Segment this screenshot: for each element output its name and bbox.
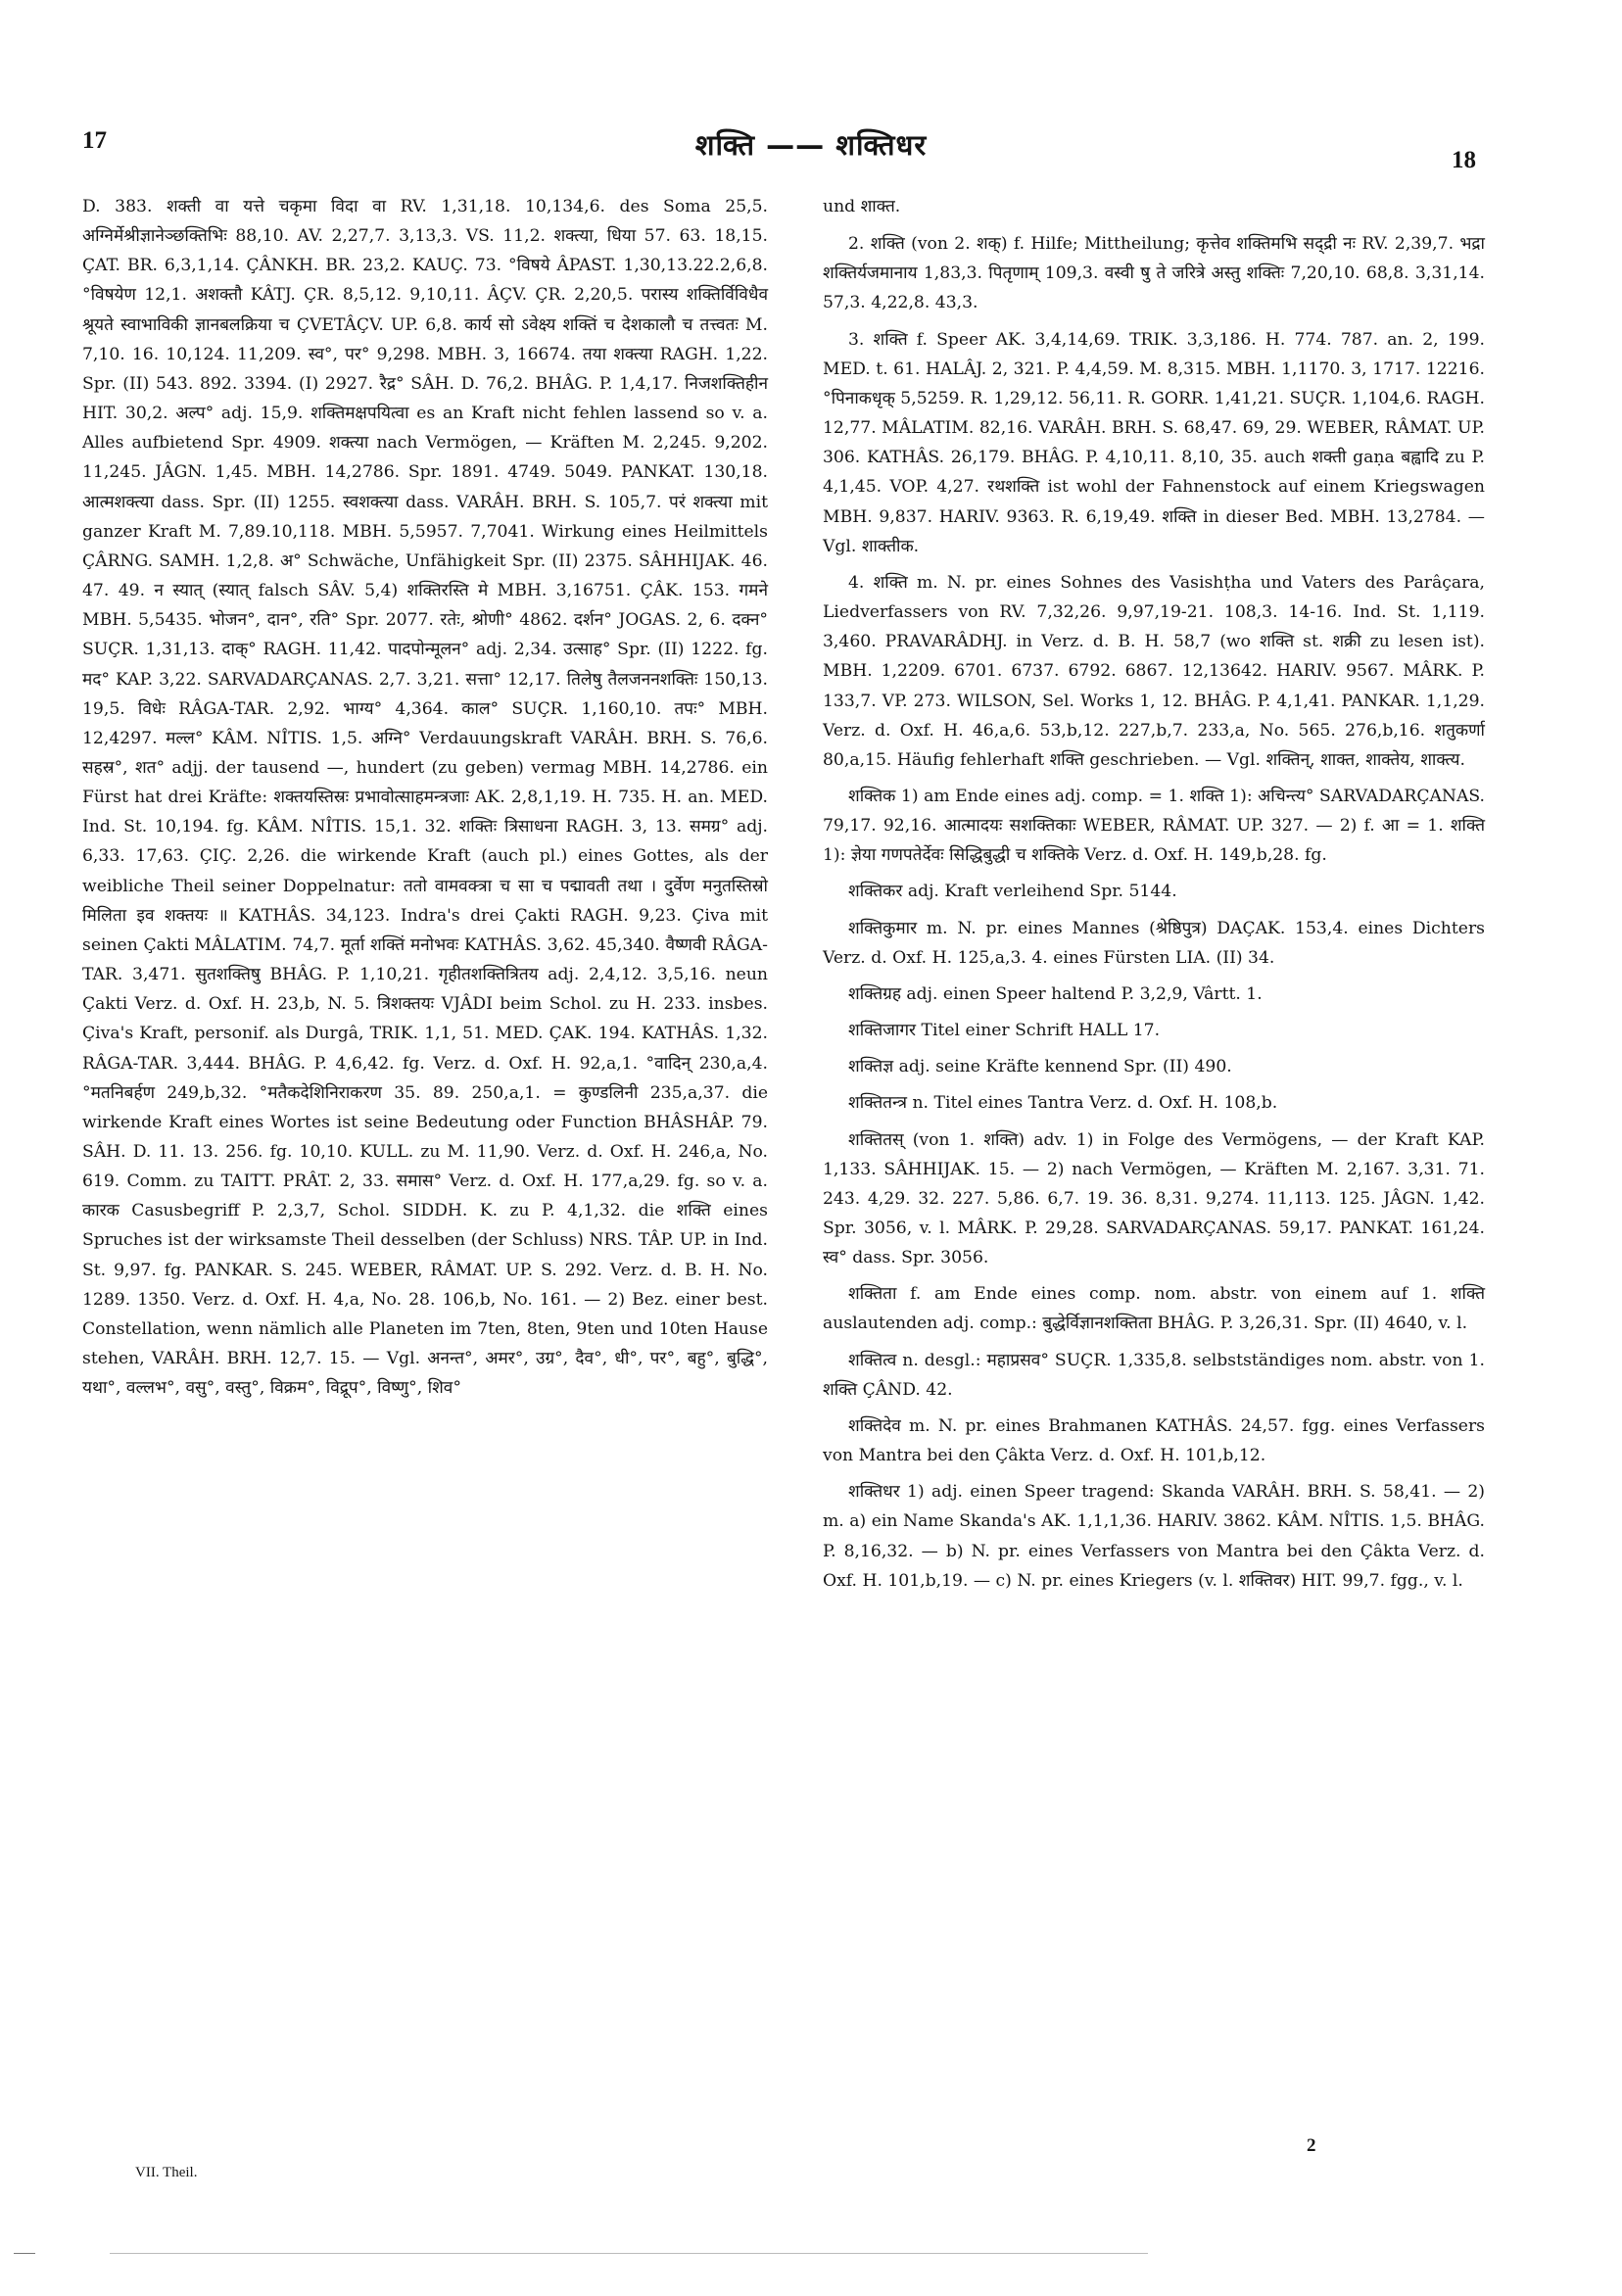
entry-sense-2: 2. शक्ति (von 2. शक्) f. Hilfe; Mittheilung; कृत्तेव शक्तिमभि सद्द्री नः RV. 2,39,7. भद्रा शक्तिर्यजमानाय 1,83,3. पितृणाम् 109,3. वस्वी षु ते जरित्रे अस्तु शक्तिः 7,20,10. 68,8. 3,31,14. 57,3. 4,22,8. 43,3. (823, 234, 1485, 313)
page-number-right: 18 (1452, 147, 1476, 173)
entry-shaktikumara: शक्तिकुमार m. N. pr. eines Mannes (श्रेष्ठिपुत्र) DAÇAK. 153,4. eines Dichters Verz. d. Oxf. H. 125,a,3. 4. eines Fürsten LIA. (II) 34. (823, 918, 1485, 968)
entry-shaktitantra: शक्तितन्त्र n. Titel eines Tantra Verz. d. Oxf. H. 108,b. (848, 1093, 1278, 1114)
entry-shaktidhara: शक्तिधर 1) adj. einen Speer tragend: Skanda VARÂH. BRH. S. 58,41. — 2) m. a) ein Name Skanda's AK. 1,1,1,36. HARIV. 3862. KÂM. NÎTIS. 1,5. BHÂG. P. 8,16,32. — b) N. pr. eines Verfassers von Mantra bei den Çâkta Verz. d. Oxf. H. 101,b,19. — c) N. pr. eines Kriegers (v. l. शक्तिवर) HIT. 99,7. fgg., v. l. (823, 1482, 1485, 1591)
entry-shaktika: शक्तिक 1) am Ende eines adj. comp. = 1. शक्ति 1): अचिन्त्य° SARVADARÇANAS. 79,17. 92,16. आत्मादयः सशक्तिकाः WEBER, RÂMAT. UP. 327. — 2) f. आ = 1. शक्ति 1): ज्ञेया गणपतेर्देवः सिद्धिबुद्धी च शक्तिके Verz. d. Oxf. H. 149,b,28. fg. (823, 786, 1485, 866)
entry-shaktitas: शक्तितस् (von 1. शक्ति) adv. 1) in Folge des Vermögens, — der Kraft KAP. 1,133. SÂHHIJAK. 15. — 2) nach Vermögen, — Kräften M. 2,167. 3,31. 71. 243. 4,29. 32. 227. 5,86. 6,7. 19. 36. 8,31. 9,274. 11,113. 125. JÂGN. 1,42. Spr. 3056, v. l. MÂRK. P. 29,28. SARVADARÇANAS. 59,17. PANKAT. 161,24. स्व° dass. Spr. 3056. (823, 1129, 1485, 1268)
entry-shaktita: शक्तिता f. am Ende eines comp. nom. abstr. von einem auf 1. शक्ति auslautenden adj. comp.: बुद्धेर्विज्ञानशक्तिता BHÂG. P. 3,26,31. Spr. (II) 4640, v. l. (823, 1284, 1485, 1334)
entry-shaktigraha: शक्तिग्रह adj. einen Speer haltend P. 3,2,9, Vârtt. 1. (848, 983, 1263, 1004)
entry-shaktikara: शक्तिकर adj. Kraft verleihend Spr. 5144. (848, 882, 1177, 902)
bottom-rule-left (14, 2253, 35, 2254)
left-column (82, 192, 768, 1403)
right-column (823, 192, 1485, 1602)
page-number-left: 17 (82, 127, 107, 154)
entry-text: D. 383. शक्ती वा यत्ते चकृमा विदा वा RV. 1,31,18. 10,134,6. des Soma 25,5. अग्निर्मेश्रीज्ञानेञ्छक्तिभिः 88,10. AV. 2,27,7. 3,13,3. VS. 11,2. शक्त्या, धिया 57. 63. 18,15. ÇAT. BR. 6,3,1,14. ÇÂNKH. BR. 23,2. KAUÇ. 73. °विषये ÂPAST. 1,30,13.22.2,6,8. °विषयेण 12,1. अशक्तौ KÂTJ. ÇR. 8,5,12. 9,10,11. ÂÇV. ÇR. 2,20,5. परास्य शक्तिर्विविधैव श्रूयते स्वाभाविकी ज्ञानबलक्रिया च ÇVETÂÇV. UP. 6,8. कार्य सो ऽवेक्ष्य शक्तिं च देशकालौ च तत्त्वतः M. 7,10. 16. 10,124. 11,209. स्व°, पर° 9,298. MBH. 3, 16674. तया शक्त्या RAGH. 1,22. Spr. (II) 543. 892. 3394. (I) 2927. रैद्र° SÂH. D. 76,2. BHÂG. P. 1,4,17. निजशक्तिहीन HIT. 30,2. अल्प° adj. 15,9. शक्तिमक्षपयित्वा es an Kraft nicht fehlen lassend so v. a. Alles aufbietend Spr. 4909. शक्त्या nach Vermögen, — Kräften M. 2,245. 9,202. 11,245. JÂGN. 1,45. MBH. 14,2786. Spr. 1891. 4749. 5049. PANKAT. 130,18. आत्मशक्त्या dass. Spr. (II) 1255. स्वशक्त्या dass. VARÂH. BRH. S. 105,7. परं शक्त्या mit ganzer Kraft M. 7,89.10,118. MBH. 5,5957. 7,7041. Wirkung eines Heilmittels ÇÂRNG. SAMH. 1,2,8. अ° Schwäche, Unfähigkeit Spr. (II) 2375. SÂHHIJAK. 46. 47. 49. न स्यात् (स्यात् falsch SÂV. 5,4) शक्तिरस्ति मे MBH. 3,16751. ÇÂK. 153. गमने MBH. 5,5435. भोजन°, दान°, रति° Spr. 2077. रतेः, श्रोणी° 4862. दर्शन° JOGAS. 2, 6. दक्न° SUÇR. 1,31,13. दाक्° RAGH. 11,42. पादपोन्मूलन° adj. 2,34. उत्साह° Spr. (II) 1222. fg. मद° KAP. 3,22. SARVADARÇANAS. 2,7. 3,21. सत्ता° 12,17. तिलेषु तैलजननशक्तिः 150,13. 19,5. विधेः RÂGA-TAR. 2,92. भाग्य° 4,364. काल° SUÇR. 1,160,10. तपः° MBH. 12,4297. मल्ल° KÂM. NÎTIS. 1,5. अग्नि° Verdauungskraft VARÂH. BRH. S. 76,6. सहस्र°, शत° adjj. der tausend —, hundert (zu geben) vermag MBH. 14,2786. ein Fürst hat drei Kräfte: शक्तयस्तिस्रः प्रभावोत्साहमन्त्रजाः AK. 2,8,1,19. H. 735. H. an. MED. Ind. St. 10,194. fg. KÂM. NÎTIS. 15,1. 32. शक्तिः त्रिसाधना RAGH. 3, 13. समग्र° adj. 6,33. 17,63. ÇIÇ. 2,26. die wirkende Kraft (auch pl.) eines Gottes, als der weibliche Theil seiner Doppelnatur: ततो वामवक्त्रा च सा च पद्मावती तथा । दुर्वेण मनुतस्तिस्रो मिलिता इव शक्तयः ॥ KATHÂS. 34,123. Indra's drei Çakti RAGH. 9,23. Çiva mit seinen Çakti MÂLATIM. 74,7. मूर्ता शक्तिं मनोभवः KATHÂS. 3,62. 45,340. वैष्णवी RÂGA-TAR. 3,471. सुतशक्तिषु BHÂG. P. 1,10,21. गृहीतशक्तित्रितय adj. 2,4,12. 3,5,16. neun Çakti Verz. d. Oxf. H. 23,b, N. 5. त्रिशक्तयः VJÂDI beim Schol. zu H. 233. insbes. Çiva's Kraft, personif. als Durgâ, TRIK. 1,1, 51. MED. ÇAK. 194. KATHÂS. 1,32. RÂGA-TAR. 3,444. BHÂG. P. 4,6,42. fg. Verz. d. Oxf. H. 92,a,1. °वादिन् 230,a,4. °मतनिबर्हण 249,b,32. °मतैकदेशिनिराकरण 35. 89. 250,a,1. = कुण्डलिनी 235,a,37. die wirkende Kraft eines Wortes ist seine Bedeutung oder Function BHÂSHÂP. 79. SÂH. D. 11. 13. 256. fg. 10,10. KULL. zu M. 11,90. Verz. d. Oxf. H. 246,a, No. 619. Comm. zu TAITT. PRÂT. 2, 33. समास° Verz. d. Oxf. H. 177,a,29. fg. so v. a. कारक Casusbegriff P. 2,3,7, Schol. SIDDH. K. zu P. 4,1,32. die शक्ति eines Spruches ist der wirksamste Theil desselben (der Schluss) NRS. TÂP. UP. in Ind. St. 9,97. fg. PANKAR. S. 245. WEBER, RÂMAT. UP. S. 292. Verz. d. B. H. No. 1289. 1350. Verz. d. Oxf. H. 4,a, No. 28. 106,b, No. 161. — 2) Bez. einer best. Constellation, wenn nämlich alle Planeten im 7ten, 8ten, 9ten und 10ten Hause stehen, VARÂH. BRH. 12,7. 15. — Vgl. अनन्त°, अमर°, उग्र°, दैव°, धी°, पर°, बहु°, बुद्धि°, यथा°, वल्लभ°, वसु°, वस्तु°, विक्रम°, विद्रूप°, विष्णु°, शिव° (82, 197, 768, 1399)
entry-sense-4: 4. शक्ति m. N. pr. eines Sohnes des Vasishṭha und Vaters des Parâçara, Liedverfassers von RV. 7,32,26. 9,97,19-21. 108,3. 14-16. Ind. St. 1,119. 3,460. PRAVARÂDHJ. in Verz. d. B. H. 58,7 (wo शक्ति st. शक्री zu lesen ist). MBH. 1,2209. 6701. 6737. 6792. 6867. 12,13642. HARIV. 9567. MÂRK. P. 133,7. VP. 273. WILSON, Sel. Works 1, 12. BHÂG. P. 4,1,41. PANKAR. 1,1,29. Verz. d. Oxf. H. 46,a,6. 53,b,12. 227,b,7. 233,a, No. 565. 276,b,16. शतुकर्णा 80,a,15. Häufig fehlerhaft शक्ति geschrieben. — Vgl. शक्तिन्, शाक्त, शाक्तेय, शाक्त्य. (823, 572, 1485, 770)
sheet-number: 2 (1307, 2135, 1316, 2156)
entry-shaktideva: शक्तिदेव m. N. pr. eines Brahmanen KATHÂS. 24,57. fgg. eines Verfassers von Mantra bei den Çâkta Verz. d. Oxf. H. 101,b,12. (823, 1415, 1485, 1466)
entry-sense-3: 3. शक्ति f. Speer AK. 3,4,14,69. TRIK. 3,3,186. H. 774. 787. an. 2, 199. MED. t. 61. HALÂJ. 2, 321. P. 4,4,59. M. 8,315. MBH. 1,1170. 3, 1717. 12216. °पिनाकधृक् 5,5259. R. 1,29,12. 56,11. R. GORR. 1,41,21. SUÇR. 1,104,6. RAGH. 12,77. MÂLATIM. 82,16. VARÂH. BRH. S. 68,47. 69, 29. WEBER, RÂMAT. UP. 306. KATHÂS. 26,179. BHÂG. P. 4,10,11. 8,10, 35. auch शक्ती gaṇa बह्वादि zu P. 4,1,45. VOP. 4,27. रथशक्ति ist wohl der Fahnenstock auf einem Kriegswagen MBH. 9,837. HARIV. 9363. R. 6,19,49. शक्ति in dieser Bed. MBH. 13,2784. — Vgl. शाक्तीक. (823, 329, 1485, 556)
bottom-rule (110, 2253, 1148, 2254)
entry-shaktijagara: शक्तिजागर Titel einer Schrift HALL 17. (848, 1021, 1161, 1041)
entry-shaktijna: शक्तिज्ञ adj. seine Kräfte kennend Spr. (II) 490. (848, 1057, 1232, 1077)
volume-note: VII. Theil. (135, 2165, 198, 2180)
entry-shaktitva: शक्तित्व n. desgl.: महाप्रसव° SUÇR. 1,335,8. selbstständiges nom. abstr. von 1. शक्ति ÇÂND. 42. (823, 1350, 1485, 1400)
running-head: शक्ति —— शक्तिधर (694, 128, 928, 162)
entry-text: und शाक्त. (823, 197, 901, 216)
